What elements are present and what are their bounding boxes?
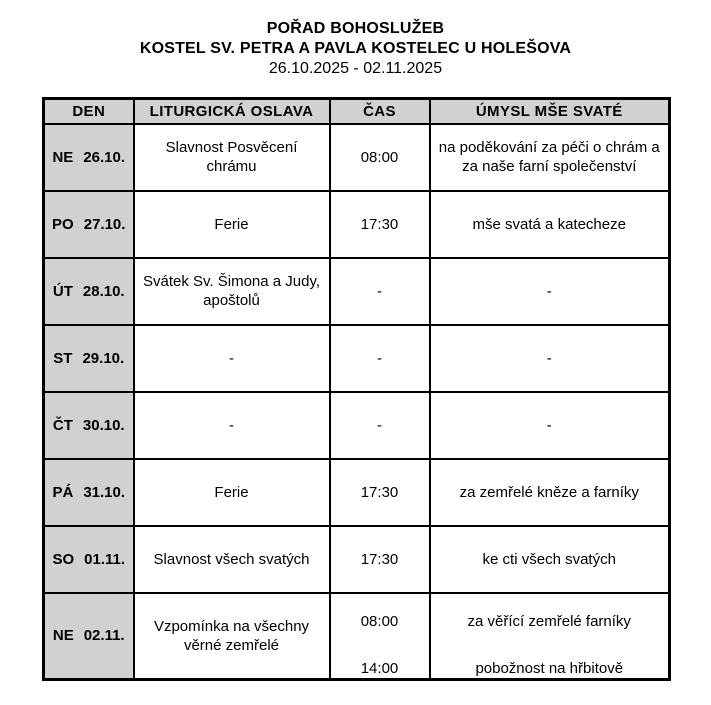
intention-cell bbox=[430, 526, 670, 593]
intention-line: ke cti všech svatých bbox=[482, 550, 616, 568]
intention-cell bbox=[430, 325, 670, 392]
time-cell bbox=[330, 325, 430, 392]
time-value: 17:30 bbox=[360, 215, 399, 233]
time-cell bbox=[330, 191, 430, 258]
time-cell bbox=[330, 124, 430, 191]
day-cell bbox=[44, 526, 134, 593]
col-header-umysl-mse-svate: ÚMYSL MŠE SVATÉ bbox=[430, 99, 670, 124]
day-date: 29.10. bbox=[82, 349, 125, 367]
intention-line: mše svatá a katecheze bbox=[472, 215, 626, 233]
table-row bbox=[44, 459, 670, 526]
day-abbrev: NE bbox=[52, 627, 74, 644]
intention-cell bbox=[430, 593, 670, 680]
time-value: - bbox=[377, 282, 382, 300]
day-abbrev: ST bbox=[53, 349, 73, 367]
day-date: 02.11. bbox=[83, 627, 125, 644]
celebration-line: apoštolů bbox=[203, 292, 260, 309]
day-abbrev: PÁ bbox=[52, 483, 74, 501]
schedule-table bbox=[42, 97, 671, 681]
intention-line: - bbox=[546, 416, 552, 434]
document-title: POŘAD BOHOSLUŽEB bbox=[266, 20, 445, 37]
day-date: 26.10. bbox=[83, 148, 126, 166]
day-abbrev: SO bbox=[52, 550, 75, 568]
intention-line: za věřící zemřelé farníky bbox=[467, 612, 631, 630]
table-row bbox=[44, 124, 670, 191]
time-cell bbox=[330, 258, 430, 325]
time-value: 17:30 bbox=[360, 483, 399, 501]
intention-text bbox=[431, 138, 669, 176]
celebration-line: Slavnost všech svatých bbox=[153, 550, 310, 568]
day-cell bbox=[44, 124, 134, 191]
intention-text bbox=[431, 550, 669, 569]
intention-line: - bbox=[546, 349, 552, 367]
intention-cell bbox=[430, 392, 670, 459]
day-cell bbox=[44, 459, 134, 526]
celebration-line: chrámu bbox=[206, 158, 257, 175]
time-value: - bbox=[377, 416, 382, 434]
celebration-cell bbox=[134, 258, 330, 325]
table-row bbox=[44, 526, 670, 593]
day-abbrev: NE bbox=[52, 148, 74, 166]
celebration-line: - bbox=[229, 416, 234, 434]
celebration-line: Ferie bbox=[214, 483, 249, 501]
intention-cell bbox=[430, 124, 670, 191]
table-row bbox=[44, 191, 670, 258]
intention-text bbox=[431, 282, 669, 301]
time-value: - bbox=[377, 349, 382, 367]
intention-cell bbox=[430, 459, 670, 526]
col-header-liturgicka-oslava: LITURGICKÁ OSLAVA bbox=[134, 99, 330, 124]
celebration-line: věrné zemřelé bbox=[183, 636, 280, 654]
intention-line: - bbox=[546, 282, 552, 300]
day-cell bbox=[44, 392, 134, 459]
celebration-cell bbox=[134, 325, 330, 392]
intention-text bbox=[431, 215, 669, 234]
table-row bbox=[44, 392, 670, 459]
celebration-line: Svátek Sv. Šimona a Judy, bbox=[142, 273, 321, 290]
celebration-cell bbox=[134, 392, 330, 459]
day-date: 31.10. bbox=[83, 483, 126, 501]
table-row bbox=[44, 258, 670, 325]
day-abbrev: ÚT bbox=[52, 282, 73, 300]
time-value: 17:30 bbox=[360, 550, 399, 568]
celebration-line: Slavnost Posvěcení bbox=[165, 139, 298, 156]
document-header bbox=[0, 0, 711, 79]
intention-line: na poděkování za péči o chrám a bbox=[438, 139, 660, 156]
table-row bbox=[44, 325, 670, 392]
celebration-cell bbox=[134, 593, 330, 680]
day-cell bbox=[44, 325, 134, 392]
intention-line: za zemřelé kněze a farníky bbox=[459, 483, 639, 501]
day-date: 27.10. bbox=[83, 215, 126, 233]
day-abbrev: ČT bbox=[52, 416, 73, 434]
celebration-cell bbox=[134, 526, 330, 593]
time-cell bbox=[330, 459, 430, 526]
time-cell bbox=[330, 392, 430, 459]
day-cell bbox=[44, 593, 134, 680]
col-header-den: DEN bbox=[44, 99, 134, 124]
intention-text bbox=[431, 612, 669, 631]
document-subtitle: KOSTEL SV. PETRA A PAVLA KOSTELEC U HOLEŠOVA bbox=[139, 40, 572, 57]
day-date: 30.10. bbox=[82, 416, 125, 434]
intention-text bbox=[431, 483, 669, 502]
time-value: 08:00 bbox=[360, 612, 399, 630]
intention-text bbox=[431, 659, 669, 678]
celebration-line: Ferie bbox=[214, 215, 249, 233]
day-date: 28.10. bbox=[82, 282, 125, 300]
document-date-range: 26.10.2025 - 02.11.2025 bbox=[268, 60, 443, 77]
day-cell bbox=[44, 258, 134, 325]
intention-line: za naše farní společenství bbox=[462, 158, 637, 175]
col-header-cas: ČAS bbox=[330, 99, 430, 124]
celebration-line: Vzpomínka na všechny bbox=[153, 617, 310, 635]
table-header-row bbox=[44, 99, 670, 124]
intention-text bbox=[431, 349, 669, 368]
day-abbrev: PO bbox=[52, 215, 74, 233]
celebration-cell bbox=[134, 191, 330, 258]
intention-line: pobožnost na hřbitově bbox=[475, 659, 624, 677]
intention-text bbox=[431, 416, 669, 435]
intention-cell bbox=[430, 258, 670, 325]
time-cell bbox=[330, 593, 430, 680]
schedule-body bbox=[44, 124, 670, 680]
table-row bbox=[44, 593, 670, 680]
day-cell bbox=[44, 191, 134, 258]
day-date: 01.11. bbox=[84, 550, 126, 568]
celebration-cell bbox=[134, 124, 330, 191]
time-value: 14:00 bbox=[360, 659, 399, 677]
time-value: 08:00 bbox=[360, 148, 399, 166]
celebration-cell bbox=[134, 459, 330, 526]
celebration-line: - bbox=[229, 349, 234, 367]
time-cell bbox=[330, 526, 430, 593]
intention-cell bbox=[430, 191, 670, 258]
